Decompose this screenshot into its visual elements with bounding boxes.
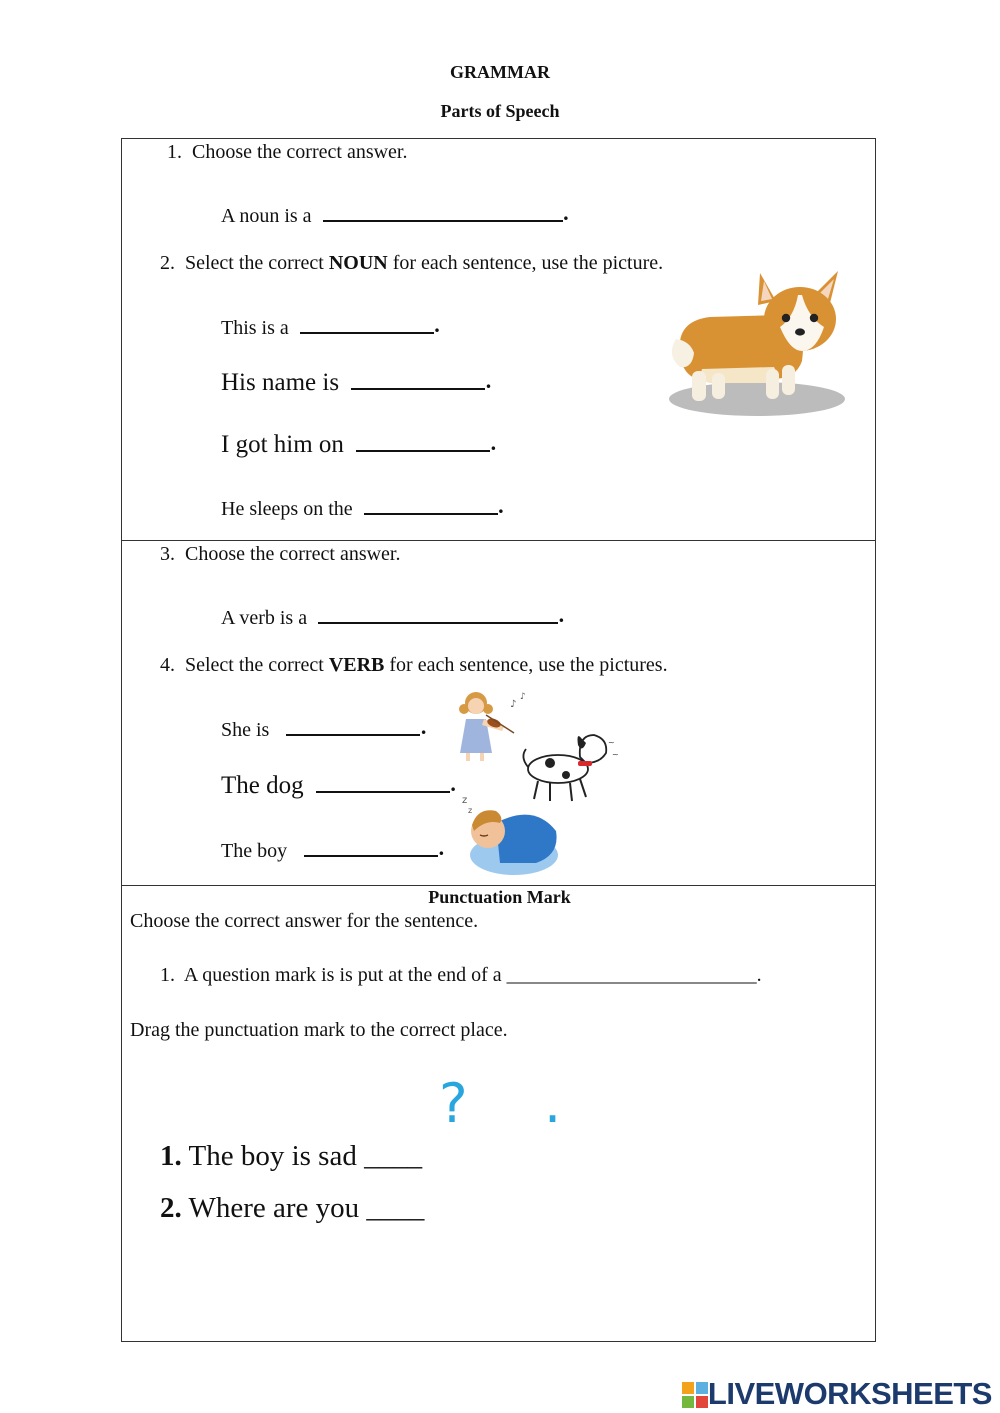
sleeping-boy-image — [456, 793, 564, 879]
svg-text:~: ~ — [612, 750, 619, 759]
drag-sentence-1-number: 1. — [160, 1140, 182, 1172]
svg-text:~: ~ — [608, 738, 615, 747]
noun-sentence-2 — [221, 366, 492, 397]
noun-definition-row — [221, 198, 569, 228]
verb-sentence-1 — [221, 712, 427, 742]
noun-sentence-4 — [221, 491, 504, 521]
question-2-text-after: for each sentence, use the picture. — [392, 252, 664, 274]
page-title: GRAMMAR — [450, 62, 550, 82]
verb-sentence-2-text: The dog — [221, 772, 304, 799]
question-4 — [160, 654, 668, 677]
verb-sentence-1-blank[interactable]: . — [286, 712, 420, 736]
question-2-keyword: NOUN — [328, 252, 388, 274]
noun-sentence-2-blank[interactable]: . — [351, 366, 485, 390]
noun-sentence-4-text: He sleeps on the — [221, 498, 353, 520]
verb-definition-blank[interactable]: . — [318, 600, 558, 624]
drag-sentence-1-drop-target[interactable]: ____ — [364, 1140, 423, 1172]
verb-sentence-3 — [221, 833, 445, 863]
verb-sentence-3-blank[interactable]: . — [304, 833, 438, 857]
question-3-number: 3. — [160, 543, 175, 565]
liveworksheets-logo — [682, 1376, 992, 1412]
svg-text:z: z — [468, 806, 473, 815]
noun-sentence-1 — [221, 310, 440, 340]
punctuation-question-1 — [160, 964, 762, 987]
noun-definition-prompt: A noun is a — [221, 205, 312, 227]
noun-sentence-4-blank[interactable]: . — [364, 491, 498, 515]
svg-text:♪: ♪ — [510, 699, 517, 710]
drag-sentence-2 — [160, 1192, 424, 1225]
drag-sentence-2-number: 2. — [160, 1192, 182, 1224]
punctuation-question-1-blank[interactable]: _________________________. — [506, 964, 762, 986]
punctuation-section — [121, 885, 876, 1342]
noun-sentence-3-text: I got him on — [221, 431, 344, 458]
verb-definition-row — [221, 600, 565, 630]
question-1-text: Choose the correct answer. — [192, 141, 408, 163]
verb-section — [121, 540, 876, 886]
question-3 — [160, 543, 400, 566]
noun-sentence-2-text: His name is — [221, 369, 340, 396]
verb-sentence-3-text: The boy — [221, 840, 288, 862]
question-1-number: 1. — [167, 141, 182, 163]
noun-sentence-3-blank[interactable]: . — [356, 428, 490, 452]
drag-sentence-1-text: The boy is sad — [188, 1140, 357, 1172]
question-4-text-after: for each sentence, use the pictures. — [389, 654, 668, 676]
punctuation-question-1-number: 1. — [160, 964, 175, 986]
question-3-text: Choose the correct answer. — [185, 543, 401, 565]
page-subtitle: Parts of Speech — [440, 101, 560, 121]
liveworksheets-logo-text: LIVEWORKSHEETS — [707, 1376, 992, 1411]
noun-sentence-3 — [221, 428, 497, 459]
question-2 — [160, 252, 663, 275]
question-mark-draggable[interactable]: ? — [439, 1072, 468, 1135]
drag-sentence-1 — [160, 1140, 422, 1173]
drag-instruction: Drag the punctuation mark to the correct place. — [130, 1019, 508, 1041]
verb-sentence-2 — [221, 769, 456, 800]
corgi-dog-image — [662, 261, 852, 423]
question-2-number: 2. — [160, 252, 175, 274]
svg-text:♪: ♪ — [520, 692, 526, 702]
noun-sentence-1-text: This is a — [221, 317, 289, 339]
punctuation-instruction: Choose the correct answer for the sentence. — [130, 910, 479, 932]
punctuation-question-1-text: A question mark is is put at the end of a — [183, 964, 502, 986]
question-2-text-before: Select the correct — [185, 252, 324, 274]
drag-sentence-2-text: Where are you — [188, 1192, 360, 1224]
period-draggable[interactable]: . — [544, 1072, 562, 1135]
svg-text:z: z — [462, 795, 468, 806]
punctuation-heading: Punctuation Mark — [428, 887, 571, 907]
liveworksheets-logo-icon — [682, 1382, 708, 1408]
drag-sentence-2-drop-target[interactable]: ____ — [366, 1192, 425, 1224]
verb-sentence-2-blank[interactable]: . — [316, 769, 450, 793]
question-4-keyword: VERB — [328, 654, 385, 676]
noun-definition-blank[interactable]: . — [323, 198, 563, 222]
verb-sentence-1-text: She is — [221, 719, 270, 741]
question-1 — [167, 141, 407, 164]
noun-sentence-1-blank[interactable]: . — [300, 310, 434, 334]
question-4-text-before: Select the correct — [185, 654, 324, 676]
verb-definition-prompt: A verb is a — [221, 607, 308, 629]
noun-section — [121, 138, 876, 541]
question-4-number: 4. — [160, 654, 175, 676]
